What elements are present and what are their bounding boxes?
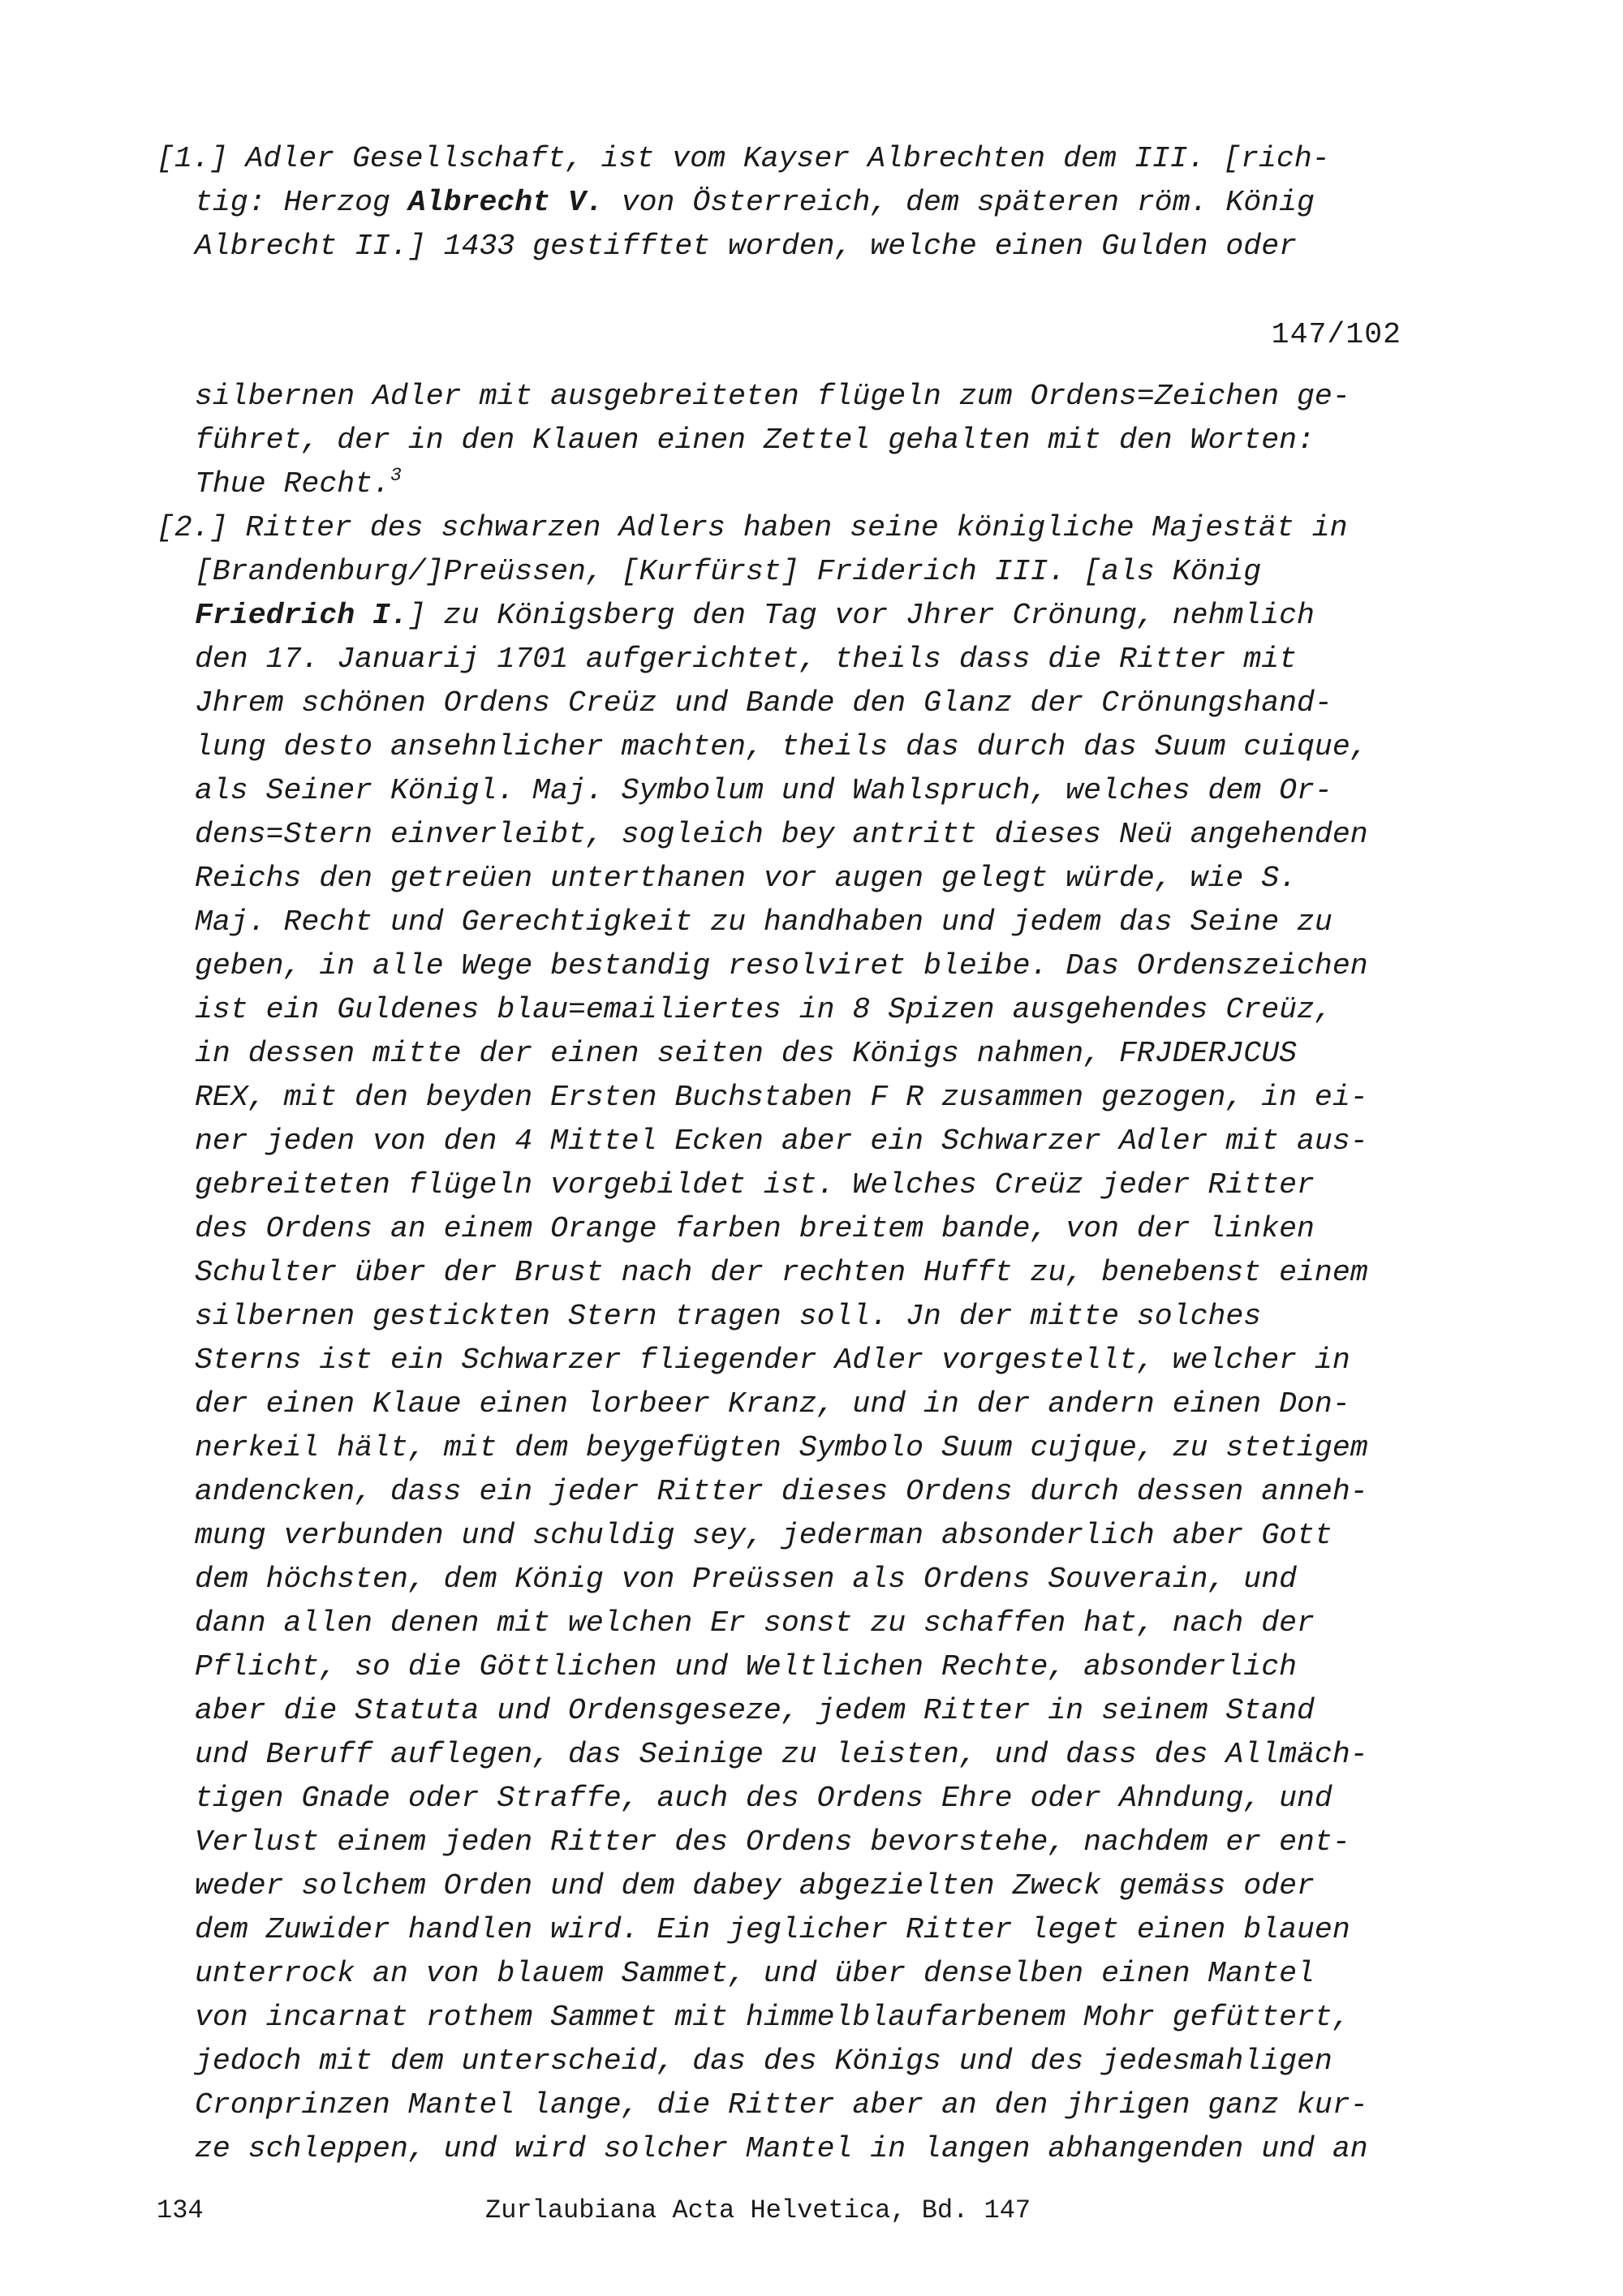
entry2-line-3-post: ] zu Königsberg den Tag vor Jhrer Crönung, nehmlich bbox=[407, 599, 1315, 632]
entry1-line-2 bbox=[195, 188, 1315, 218]
entry2-body-line: Schulter über der Brust nach der rechten Hufft zu, benebenst einem bbox=[195, 1256, 1368, 1289]
entry2-body-line: ist ein Guldenes blau=emailiertes in 8 Spizen ausgehendes Creüz, bbox=[195, 993, 1332, 1026]
entry2-body-line: ze schleppen, und wird solcher Mantel in langen abhangenden und an bbox=[195, 2132, 1368, 2165]
entry2-body-line: lung desto ansehnlicher machten, theils das durch das Suum cuique, bbox=[195, 730, 1368, 763]
entry1-line-6-text: Thue Recht. bbox=[195, 467, 390, 501]
entry2-body-line: weder solchem Orden und dem dabey abgezielten Zweck gemäss oder bbox=[195, 1869, 1315, 1903]
entry2-body-line: Verlust einem jeden Ritter des Ordens bevorstehe, nachdem er ent- bbox=[195, 1825, 1350, 1859]
entry2-body-line: in dessen mitte der einen seiten des Königs nahmen, FRJDERJCUS bbox=[195, 1037, 1298, 1070]
entry1-line-2-pre: tig: Herzog bbox=[195, 186, 408, 219]
entry2-body-line: Maj. Recht und Gerechtigkeit zu handhaben und jedem das Seine zu bbox=[195, 905, 1332, 939]
entry2-body-line: Cronprinzen Mantel lange, die Ritter aber an den jhrigen ganz kur- bbox=[195, 2088, 1368, 2122]
footer-title: Zurlaubiana Acta Helvetica, Bd. 147 bbox=[485, 2195, 1031, 2225]
entry1-line-1: [1.] Adler Gesellschaft, ist vom Kayser Albrechten dem III. [rich- bbox=[157, 142, 1330, 175]
page-marker: 147/102 bbox=[1271, 318, 1401, 351]
entry2-body-line: andencken, dass ein jeder Ritter dieses Ordens durch dessen anneh- bbox=[195, 1475, 1368, 1508]
entry2-body-line: den 17. Januarij 1701 aufgerichtet, theils dass die Ritter mit bbox=[195, 643, 1298, 676]
footer-page-number: 134 bbox=[157, 2195, 204, 2225]
entry2-body-line: unterrock an von blauem Sammet, und über denselben einen Mantel bbox=[195, 1957, 1315, 1990]
entry2-line-3 bbox=[195, 601, 1315, 631]
entry2-body-line: und Beruff auflegen, das Seinige zu leisten, und dass des Allmäch- bbox=[195, 1738, 1368, 1771]
entry2-body-line: mung verbunden und schuldig sey, jederman absonderlich aber Gott bbox=[195, 1519, 1332, 1552]
entry2-body-line: silbernen gestickten Stern tragen soll. Jn der mitte solches bbox=[195, 1300, 1262, 1333]
entry2-body-line: dem Zuwider handlen wird. Ein jeglicher Ritter leget einen blauen bbox=[195, 1913, 1350, 1946]
entry2-body-line: gebreiteten flügeln vorgebildet ist. Welches Creüz jeder Ritter bbox=[195, 1168, 1315, 1202]
entry1-line-3: Albrecht II.] 1433 gestifftet worden, welche einen Gulden oder bbox=[195, 230, 1298, 263]
entry2-body-line: aber die Statuta und Ordensgeseze, jedem Ritter in seinem Stand bbox=[195, 1694, 1315, 1727]
entry2-line-1: [2.] Ritter des schwarzen Adlers haben seine königliche Majestät in bbox=[157, 511, 1348, 544]
entry2-body-line: jedoch mit dem unterscheid, das des Königs und des jedesmahligen bbox=[195, 2044, 1332, 2078]
entry1-line-5: führet, der in den Klauen einen Zettel gehalten mit den Worten: bbox=[195, 424, 1315, 457]
entry2-body-line: dem höchsten, dem König von Preüssen als Ordens Souverain, und bbox=[195, 1563, 1298, 1596]
entry2-body-line: ner jeden von den 4 Mittel Ecken aber ein Schwarzer Adler mit aus- bbox=[195, 1124, 1368, 1158]
entry1-line-4: silbernen Adler mit ausgebreiteten flügeln zum Ordens=Zeichen ge- bbox=[195, 380, 1350, 413]
entry2-body-line: nerkeil hält, mit dem beygefügten Symbolo Suum cujque, zu stetigem bbox=[195, 1431, 1368, 1464]
entry2-body-line: Reichs den getreüen unterthanen vor augen gelegt würde, wie S. bbox=[195, 862, 1298, 895]
footnote-ref: 3 bbox=[390, 465, 402, 486]
entry2-line-3-bold: Friedrich I. bbox=[195, 599, 408, 632]
entry1-line-2-post: von Österreich, dem späteren röm. König bbox=[603, 186, 1315, 219]
entry2-body-line: als Seiner Königl. Maj. Symbolum und Wahlspruch, welches dem Or- bbox=[195, 774, 1332, 807]
entry2-body-line: geben, in alle Wege bestandig resolviret bleibe. Das Ordenszeichen bbox=[195, 949, 1368, 982]
entry2-body-line: des Ordens an einem Orange farben breitem bande, von der linken bbox=[195, 1212, 1315, 1245]
entry2-body-line: REX, mit den beyden Ersten Buchstaben F R zusammen gezogen, in ei- bbox=[195, 1081, 1368, 1114]
entry2-body-line: tigen Gnade oder Straffe, auch des Ordens Ehre oder Ahndung, und bbox=[195, 1782, 1332, 1815]
entry1-line-2-bold: Albrecht V. bbox=[407, 186, 604, 219]
entry2-body-line: der einen Klaue einen lorbeer Kranz, und in der andern einen Don- bbox=[195, 1387, 1350, 1421]
entry2-body-line: dann allen denen mit welchen Er sonst zu schaffen hat, nach der bbox=[195, 1606, 1315, 1640]
entry2-body-line: Pflicht, so die Göttlichen und Weltlichen Rechte, absonderlich bbox=[195, 1650, 1298, 1683]
entry2-body-line: von incarnat rothem Sammet mit himmelblaufarbenem Mohr gefüttert, bbox=[195, 2001, 1350, 2034]
entry2-body-line: Sterns ist ein Schwarzer fliegender Adler vorgestellt, welcher in bbox=[195, 1344, 1350, 1377]
entry1-line-6 bbox=[195, 465, 402, 501]
entry2-body-line: Jhrem schönen Ordens Creüz und Bande den Glanz der Crönungshand- bbox=[195, 686, 1332, 720]
entry2-body-line: dens=Stern einverleibt, sogleich bey antritt dieses Neü angehenden bbox=[195, 818, 1368, 851]
entry2-line-2: [Brandenburg/]Preüssen, [Kurfürst] Friderich III. [als König bbox=[195, 555, 1262, 588]
